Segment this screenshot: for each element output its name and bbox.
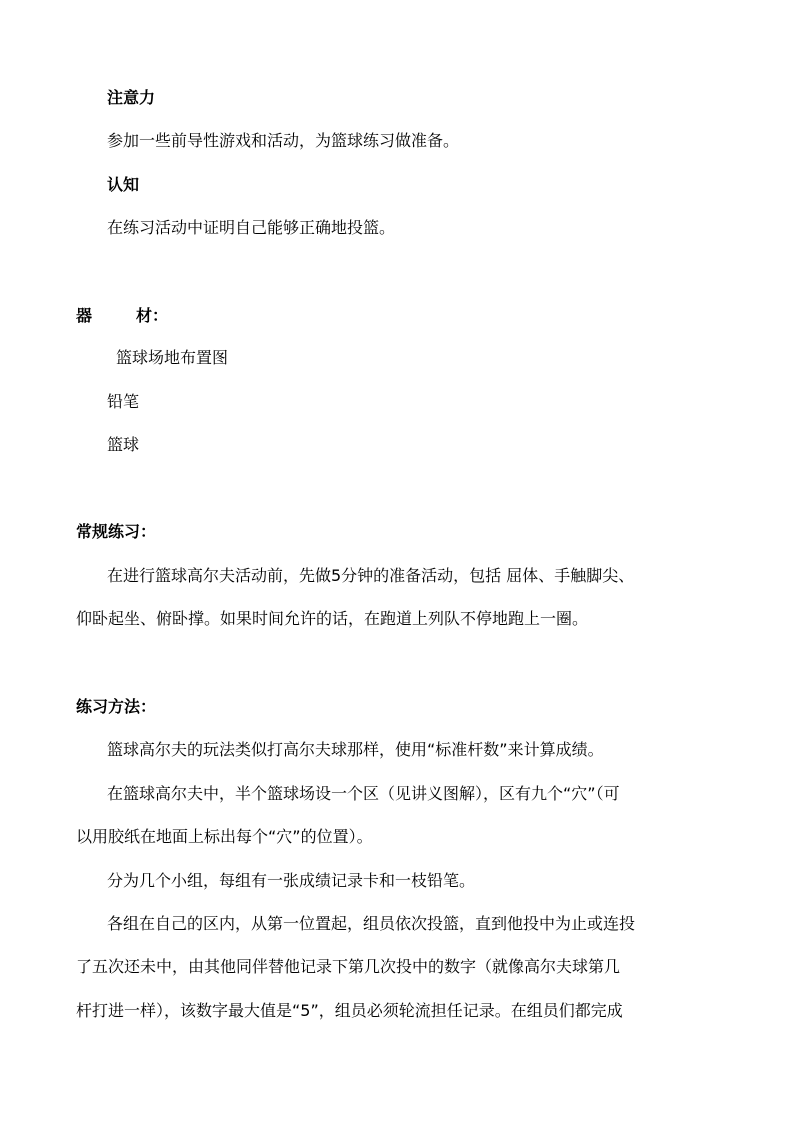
equipment-heading — [76, 306, 168, 326]
method-line: 分为几个小组，每组有一张成绩记录卡和一枝铅笔。 — [107, 871, 476, 890]
equipment-item: 篮球 — [107, 435, 140, 454]
method-line: 了五次还未中，由其他同伴替他记录下第几次投中的数字（就像高尔夫球第几 — [76, 957, 621, 976]
method-line: 杆打进一样），该数字最大值是“5”，组员必须轮流担任记录。在组员们都完成 — [76, 1001, 623, 1020]
warmup-line: 仰卧起坐、俯卧撑。如果时间允许的话，在跑道上列队不停地跑上一圈。 — [76, 609, 589, 628]
attention-heading: 注意力 — [107, 88, 156, 107]
method-line: 篮球高尔夫的玩法类似打高尔夫球那样，使用“标准杆数”来计算成绩。 — [107, 740, 604, 759]
warmup-line: 在进行篮球高尔夫活动前，先做5分钟的准备活动，包括 屈体、手触脚尖、 — [107, 566, 635, 585]
equipment-item: 篮球场地布置图 — [116, 348, 229, 367]
equipment-item: 铅笔 — [107, 392, 140, 411]
method-line: 各组在自己的区内，从第一位置起，组员依次投篮，直到他投中为止或连投 — [107, 914, 636, 933]
cognition-heading: 认知 — [107, 175, 140, 194]
equipment-heading-part2: 材： — [136, 306, 169, 325]
method-heading: 练习方法： — [76, 697, 157, 716]
method-line: 以用胶纸在地面上标出每个“穴”的位置）。 — [76, 827, 373, 846]
warmup-heading: 常规练习： — [76, 522, 157, 541]
method-line: 在篮球高尔夫中，半个篮球场设一个区（见讲义图解），区有九个“穴”（可 — [107, 784, 620, 803]
cognition-text: 在练习活动中证明自己能够正确地投篮。 — [107, 218, 396, 237]
attention-text: 参加一些前导性游戏和活动，为篮球练习做准备。 — [107, 131, 460, 150]
equipment-heading-part1: 器 — [76, 306, 93, 325]
